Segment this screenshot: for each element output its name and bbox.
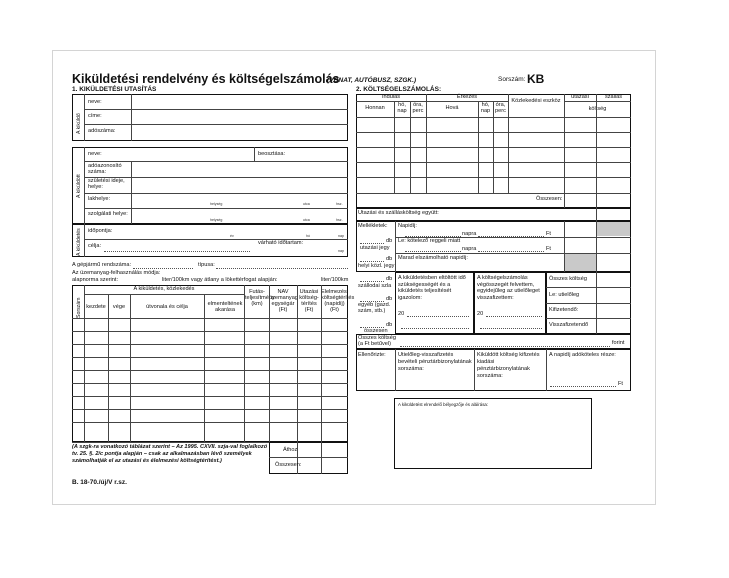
- szallodai-label: szállodai szla: [358, 283, 392, 289]
- utielolg-label: Le: utielőleg: [549, 292, 580, 298]
- egyeb-label: egyéb (gazd. szám, stb.): [358, 302, 391, 314]
- marad-label: Marad elszámolható napidíj:: [398, 255, 468, 261]
- utazasi-jegy-label: utazási jegy: [360, 245, 390, 251]
- kikuldott-vertical-label: A kiküldött: [76, 174, 82, 198]
- left-section-title: 1. KIKÜLDETÉSI UTASÍTÁS: [72, 86, 157, 93]
- lakhelye-label: lakhelye:: [88, 196, 111, 202]
- kikuldo-adoszama-label: adószáma:: [88, 128, 116, 134]
- kozlekedesi-label: Közlekedési eszköz: [511, 98, 561, 104]
- col-utvonal: útvonala és célja: [146, 304, 188, 310]
- col-elmentelt: elmenteltének akarása: [207, 301, 243, 313]
- mellekletek-label: Mellékletek:: [358, 223, 388, 229]
- varhato-label: várható időtartam:: [258, 240, 304, 246]
- col-futas: Futás-teljesítmény (km): [245, 289, 275, 307]
- form-code: B. 18-70./új/V r.sz.: [72, 479, 127, 486]
- szolgalati-label: szolgálati helye:: [88, 211, 128, 217]
- col-elelmezes: Elelmezési költségtérítés (napidíj) (Ft): [321, 289, 355, 313]
- kikuldo-cime-label: címe:: [88, 113, 102, 119]
- table-sorszam-label: Sorszám: [76, 297, 82, 318]
- kikuldetes-vertical-label: A kiküldetés: [76, 228, 82, 256]
- kikuldetes-box: [72, 224, 348, 257]
- col-utazasi: Utazási költség-térítés (Ft): [299, 289, 319, 313]
- totals-box: [269, 442, 348, 474]
- forint-label: forint: [612, 340, 625, 346]
- visszafizetendo-label: Visszafizetendő: [549, 322, 589, 328]
- form-title: Kiküldetési rendelvény és költségelszámolás: [72, 72, 340, 86]
- kikuldott-neve-label: neve:: [88, 151, 102, 157]
- idopontja-label: időpontja:: [88, 228, 113, 234]
- uzemanyag-label: Az üzemanyag-felhasználás módja:: [72, 270, 161, 276]
- indulas-label: Indulás: [381, 94, 401, 100]
- osszesen-db-label: összesen: [364, 328, 388, 334]
- alapnorma-label: alapnorma szerint:: [72, 277, 119, 283]
- rendszam-label: A gépjármű rendszáma:: [72, 262, 132, 268]
- col-kezdete: kezdete: [86, 304, 106, 310]
- col-nav: NAV üzemanyag egységár (Ft): [269, 289, 298, 313]
- kifizetendo-label: Kifizetendő:: [549, 307, 579, 313]
- le-kotelezo-label: Le: kötelező reggeli miatt: [398, 238, 461, 244]
- koltseg-label: költség: [588, 106, 607, 112]
- athozat-label: Áthoz: [283, 447, 298, 453]
- serial-label: Sorszám:: [498, 76, 526, 83]
- table-group-header: A kiküldetés, közlekedés: [133, 286, 195, 292]
- col-vege: vége: [112, 304, 126, 310]
- kikuldo-neve-label: neve:: [88, 99, 102, 105]
- osszes-koltseg-label: Összes költség: [549, 276, 587, 282]
- footnote: (A szgk-ra vonatkozó táblázat szerint – Az 1995. CXVII. szja-val foglalkozó tv. 25. §. 2/c pontja alapján – csak az alkalmazásban lévő személyek számolhatják el az utazási és élelmezési költségtérítést.): [72, 444, 268, 464]
- osszesen-right-label: Összesen:: [536, 196, 563, 202]
- ellenorizte-label: Ellenőrizte:: [358, 352, 386, 358]
- honnan-label: Honnan: [365, 105, 385, 111]
- form-subtitle: (VONAT, AUTÓBUSZ, SZGK.): [327, 77, 417, 84]
- belyegzo-label: A kiküldetést elrendelő bélyegzője és aláírása:: [398, 402, 489, 407]
- belyegzo-box: [394, 398, 592, 469]
- beosztasa-label: beosztása:: [258, 151, 286, 157]
- right-section-title: 2. KÖLTSÉGELSZÁMOLÁS:: [356, 86, 442, 93]
- szuletesi-label: születési ideje, helye:: [88, 178, 125, 190]
- helyi-kozl-label: helyi közl. jegy: [358, 263, 395, 269]
- napidij-label: Napidíj:: [398, 223, 417, 229]
- utazasi-label: utazási: [571, 94, 589, 100]
- serial-value: KB: [527, 72, 545, 86]
- adoazonosito-label: adóazonosító száma:: [88, 163, 122, 175]
- tipusa-label: típusa:: [198, 262, 215, 268]
- erkezes-label: Érkezés: [456, 94, 478, 100]
- szallas-label: szállás: [604, 94, 623, 100]
- osszesen-left-label: Összesen:: [275, 462, 302, 468]
- kikuldo-vertical-label: A kiküldő: [76, 113, 82, 134]
- hova-label: Hová: [445, 105, 459, 111]
- celja-label: célja:: [88, 243, 102, 249]
